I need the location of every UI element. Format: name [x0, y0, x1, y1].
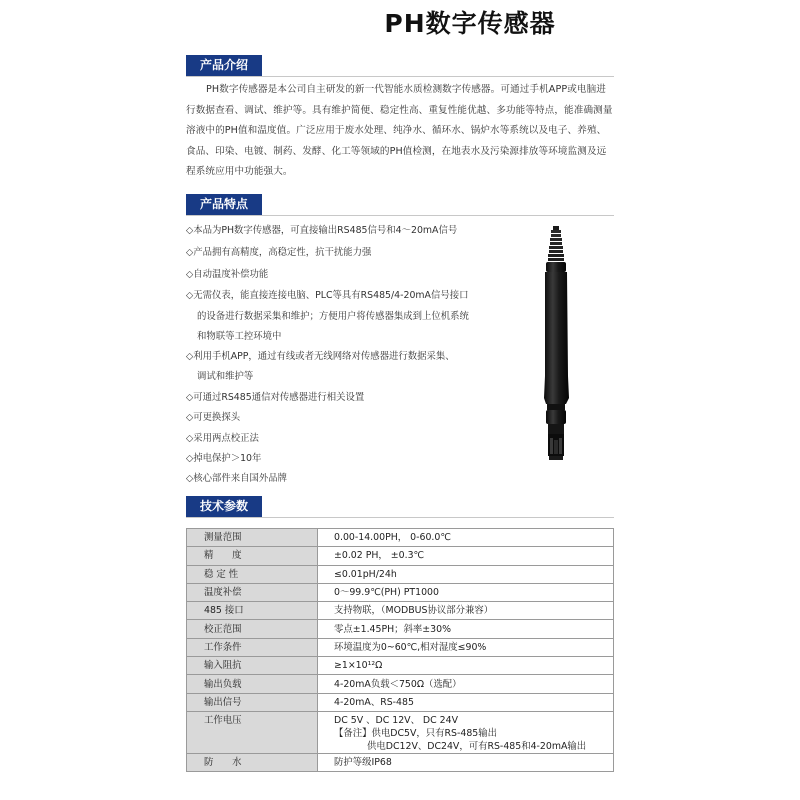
spec-key: 校正范围	[187, 620, 318, 638]
section-divider	[186, 76, 614, 77]
feature-item: ◇可更换探头	[186, 412, 241, 423]
table-row	[187, 711, 614, 753]
table-row	[187, 602, 614, 620]
feature-item: ◇产品拥有高精度，高稳定性，抗干扰能力强	[186, 247, 372, 258]
voltage-line: DC 5V 、DC 12V、 DC 24V	[334, 714, 459, 726]
spec-key: 输出负载	[187, 675, 318, 693]
feature-item: ◇无需仪表，能直接连接电脑、PLC等具有RS485/4-20mA信号接口	[186, 290, 469, 301]
feature-item: ◇采用两点校正法	[186, 433, 259, 444]
spec-key: 工作电压	[187, 711, 318, 753]
table-row	[187, 753, 614, 771]
voltage-note: 【备注】供电DC5V，只有RS-485输出	[334, 727, 498, 739]
spec-key: 精 度	[187, 547, 318, 565]
spec-value: 零点±1.45PH；斜率±30%	[318, 620, 614, 638]
spec-key: 工作条件	[187, 638, 318, 656]
spec-key: 输入阻抗	[187, 657, 318, 675]
feature-item: 和物联等工控环境中	[197, 331, 282, 342]
table-row	[187, 620, 614, 638]
spec-value: 4-20mA、RS-485	[318, 693, 614, 711]
spec-value-voltage	[318, 711, 614, 753]
ph-probe-image	[538, 226, 578, 474]
spec-value: 0～99.9℃(PH) PT1000	[318, 583, 614, 601]
page-title: PH数字传感器	[384, 9, 556, 38]
spec-value: 0.00-14.00PH， 0-60.0℃	[318, 529, 614, 547]
table-row	[187, 547, 614, 565]
feature-item: ◇核心部件来自国外品牌	[186, 473, 287, 484]
feature-item: ◇掉电保护＞10年	[186, 453, 262, 464]
spec-key: 测量范围	[187, 529, 318, 547]
table-row	[187, 529, 614, 547]
section-label-specs: 技术参数	[186, 496, 262, 517]
spec-key: 温度补偿	[187, 583, 318, 601]
spec-key: 稳 定 性	[187, 565, 318, 583]
feature-item: 的设备进行数据采集和维护；方便用户将传感器集成到上位机系统	[197, 311, 469, 322]
section-divider	[186, 517, 614, 518]
section-divider	[186, 215, 614, 216]
spec-value: 4-20mA负载＜750Ω（选配）	[318, 675, 614, 693]
spec-table	[186, 528, 614, 772]
table-row	[187, 675, 614, 693]
spec-value: ±0.02 PH， ±0.3℃	[318, 547, 614, 565]
table-row	[187, 693, 614, 711]
table-row	[187, 565, 614, 583]
spec-key: 防 水	[187, 753, 318, 771]
voltage-note: 供电DC12V、DC24V，可有RS-485和4-20mA输出	[367, 740, 587, 752]
table-row	[187, 583, 614, 601]
intro-paragraph: PH数字传感器是本公司自主研发的新一代智能水质检测数字传感器。可通过手机APP或电脑进行数据查看、调试、维护等。具有维护简便、稳定性高、重复性能优越、多功能等特点，能准确测量溶液中的PH值和温度值。广泛应用于废水处理、纯净水、循环水、锅炉水等系统以及电子、养殖、食品、印染、电镀、制药、发酵、化工等领域的PH值检测，在地表水及污染源排放等环境监测及远程系统应用中功能强大。	[186, 84, 613, 177]
spec-value: 支持物联，（MODBUS协议部分兼容）	[318, 602, 614, 620]
feature-item: ◇可通过RS485通信对传感器进行相关设置	[186, 392, 365, 403]
spec-value: 防护等级IP68	[318, 753, 614, 771]
spec-value: ≥1×10¹²Ω	[318, 657, 614, 675]
table-row	[187, 657, 614, 675]
feature-item: ◇本品为PH数字传感器，可直接输出RS485信号和4～20mA信号	[186, 225, 458, 236]
section-label-intro: 产品介绍	[186, 55, 262, 76]
spec-value: ≤0.01pH/24h	[318, 565, 614, 583]
section-label-features: 产品特点	[186, 194, 262, 215]
spec-value: 环境温度为0~60℃,相对湿度≤90%	[318, 638, 614, 656]
spec-key: 输出信号	[187, 693, 318, 711]
spec-key: 485 接口	[187, 602, 318, 620]
feature-item: ◇自动温度补偿功能	[186, 269, 269, 280]
feature-item: ◇利用手机APP，通过有线或者无线网络对传感器进行数据采集、	[186, 351, 455, 362]
feature-item: 调试和维护等	[197, 371, 254, 382]
table-row	[187, 638, 614, 656]
